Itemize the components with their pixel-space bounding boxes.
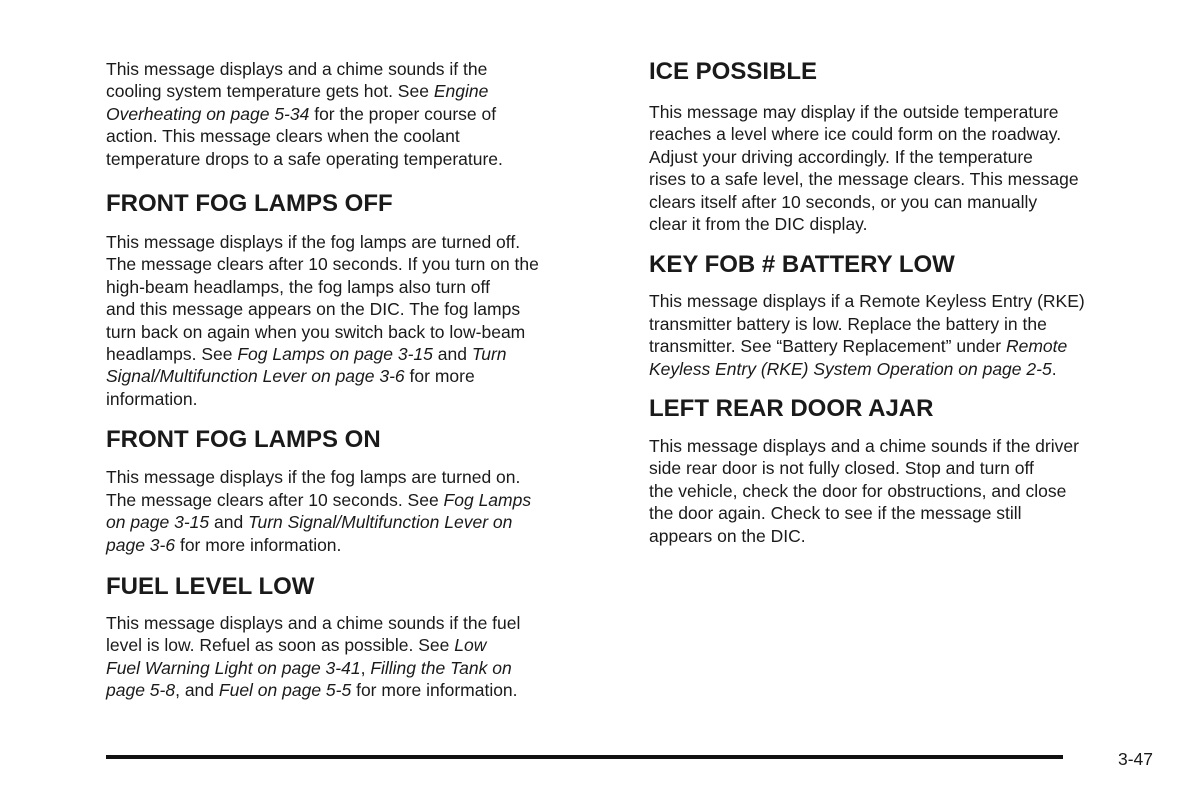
text-line [649,313,1159,335]
section-left-rear-door-ajar [649,395,1159,547]
text-run: , [360,657,371,678]
section-body [649,435,1159,547]
text-run: Adjust your driving accordingly. If the temperature [649,146,1033,167]
text-run: for more information. [351,680,518,701]
text-line [106,80,616,102]
text-line [649,435,1159,457]
cross-reference: Low [454,635,487,656]
text-run: the vehicle, check the door for obstructions, and close [649,480,1067,501]
text-line [649,525,1159,547]
cross-reference: on page 3-15 [106,512,210,533]
text-run: This message displays and a chime sounds if the fuel [106,612,521,633]
text-run: , and [175,680,219,701]
cross-reference: Remote [1005,336,1068,357]
text-line [649,146,1159,168]
text-run: clears itself after 10 seconds, or you can manually [649,191,1038,212]
text-run: This message may display if the outside temperature [649,102,1059,122]
text-run: This message displays if the fog lamps are turned on. [106,467,521,488]
text-run: for more information. [175,534,342,555]
text-line [106,321,616,343]
text-line [106,58,616,80]
text-run: information. [106,388,198,409]
cross-reference: page 5-8 [106,680,176,701]
section-fuel-level-low [106,573,616,702]
text-line [649,213,1159,235]
text-line [649,168,1159,190]
text-run: high-beam headlamps, the fog lamps also turn off [106,276,490,297]
text-line [106,388,616,410]
text-run: The message clears after 10 seconds. See [106,489,444,510]
text-line [106,612,616,634]
text-run: for the proper course of [309,103,497,124]
text-run: side rear door is not fully closed. Stop and turn off [649,458,1034,479]
text-run: transmitter battery is low. Replace the battery in the [649,313,1047,334]
section-heading: LEFT REAR DOOR AJAR [649,395,934,423]
section-body [106,466,616,556]
text-run: appears on the DIC. [649,525,806,546]
text-run: cooling system temperature gets hot. See [106,81,434,102]
section-body [649,290,1159,380]
text-run: clear it from the DIC display. [649,214,868,235]
cross-reference: Fog Lamps on page 3-15 [237,344,433,365]
text-line [106,276,616,298]
text-run: This message displays and a chime sounds if the [106,59,488,79]
section-body [106,612,616,702]
text-line [649,502,1159,524]
cross-reference: Engine [433,81,489,102]
text-run: the door again. Check to see if the message still [649,503,1022,524]
text-line [106,511,616,533]
text-run: This message displays and a chime sounds if the driver [649,436,1079,457]
cross-reference: page 3-6 [106,534,176,555]
text-line [106,148,616,170]
cross-reference: Fuel Warning Light on page 3-41 [106,657,361,678]
text-line [649,101,1159,123]
text-run: . [1051,358,1057,379]
section-ice-possible [649,58,1159,235]
section-heading: FRONT FOG LAMPS ON [106,426,381,454]
text-line [649,123,1159,145]
text-line [106,466,616,488]
text-line [106,298,616,320]
cross-reference: Signal/Multifunction Lever on page 3-6 [106,366,405,387]
text-run: This message displays if a Remote Keyless Entry (RKE) [649,291,1085,312]
text-run: temperature drops to a safe operating temperature. [106,148,503,169]
cross-reference: Turn Signal/Multifunction Lever on [248,512,513,533]
text-line [106,253,616,275]
footer-rule [106,755,1063,759]
text-line [649,191,1159,213]
right-column [649,58,1159,547]
section-body [106,231,616,410]
text-run: and [432,344,472,365]
intro-paragraph [106,58,616,170]
text-line [106,365,616,387]
text-line [106,679,616,701]
section-key-fob-battery-low [649,251,1159,380]
cross-reference: Fog Lamps [443,489,532,510]
text-run: The message clears after 10 seconds. If you turn on the [106,254,539,275]
text-line [649,290,1159,312]
section-front-fog-lamps-on [106,426,616,556]
cross-reference: Overheating on page 5-34 [106,103,310,124]
text-line [106,103,616,125]
text-line [649,480,1159,502]
text-line [106,489,616,511]
text-run: level is low. Refuel as soon as possible. See [106,635,455,656]
section-heading: ICE POSSIBLE [649,58,818,85]
text-line [106,657,616,679]
text-line [649,457,1159,479]
text-line [106,231,616,253]
left-column [106,58,616,702]
text-run: This message displays if the fog lamps are turned off. [106,232,521,253]
text-run: and this message appears on the DIC. The fog lamps [106,299,521,320]
text-run: rises to a safe level, the message clears. This message [649,169,1079,190]
cross-reference: Turn [471,344,507,365]
text-line [649,358,1159,380]
page-number: 3-47 [1118,749,1154,769]
text-run: and [209,512,249,533]
text-line [106,534,616,556]
section-heading: KEY FOB # BATTERY LOW [649,251,955,279]
section-heading: FRONT FOG LAMPS OFF [106,190,393,218]
text-run: turn back on again when you switch back to low-beam [106,321,526,342]
section-body [649,101,1159,235]
cross-reference: Keyless Entry (RKE) System Operation on page 2-5 [649,358,1052,379]
text-run: reaches a level where ice could form on the roadway. [649,124,1062,145]
text-run: transmitter. See “Battery Replacement” under [649,336,1006,357]
text-line [106,125,616,147]
section-front-fog-lamps-off [106,190,616,410]
text-line [106,634,616,656]
text-line [649,335,1159,357]
cross-reference: Fuel on page 5-5 [218,680,352,701]
text-run: for more [404,366,475,387]
cross-reference: Filling the Tank on [370,657,512,678]
text-run: headlamps. See [106,344,238,365]
section-heading: FUEL LEVEL LOW [106,572,315,600]
text-run: action. This message clears when the coolant [106,126,460,147]
text-line [106,343,616,365]
